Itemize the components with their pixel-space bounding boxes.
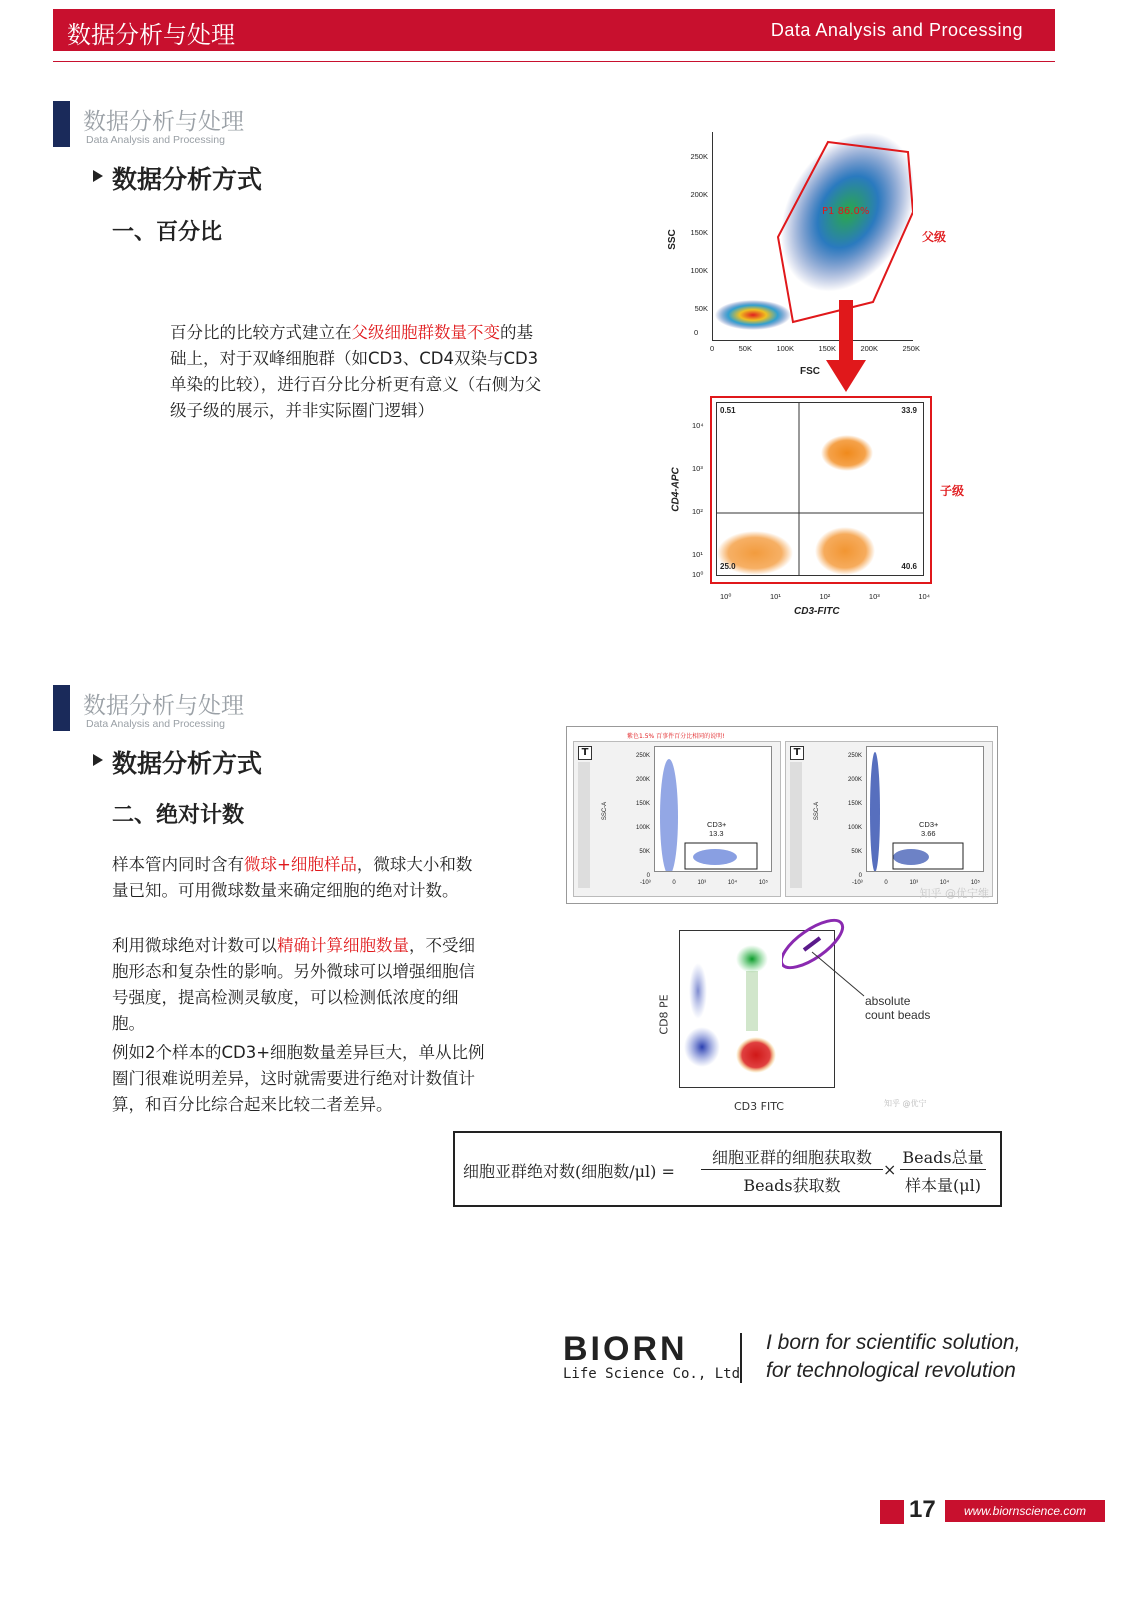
header-bar bbox=[53, 9, 1055, 51]
formula-lhs: 细胞亚群绝对数(细胞数/μl) = bbox=[463, 1162, 675, 1181]
tick: 0 bbox=[884, 880, 888, 886]
watermark: 知乎 @优宁 bbox=[884, 1099, 927, 1108]
footer-divider bbox=[740, 1333, 742, 1383]
x-axis-label: CD3 FITC bbox=[734, 1100, 784, 1113]
fraction-bar bbox=[900, 1169, 986, 1170]
method-title: 数据分析方式 bbox=[112, 165, 263, 194]
header-divider bbox=[53, 61, 1055, 62]
tick: 0 bbox=[672, 880, 676, 886]
tick: 250K bbox=[847, 753, 862, 759]
absolute-count-formula bbox=[453, 1131, 1002, 1207]
tick: 10³ bbox=[697, 880, 707, 886]
tick: 250K bbox=[902, 344, 920, 353]
tick: 0 bbox=[710, 344, 715, 353]
parent-gate-plot bbox=[660, 122, 990, 380]
parent-tag: 父级 bbox=[922, 230, 947, 244]
x-ticks bbox=[640, 880, 768, 886]
absolute-paragraph-2 bbox=[112, 933, 484, 1037]
tick: 200K bbox=[860, 344, 878, 353]
tick: 150K bbox=[818, 344, 836, 353]
formula-num2: Beads总量 bbox=[902, 1148, 984, 1167]
para-highlight: 微球+细胞样品 bbox=[244, 855, 357, 874]
watermark: 知乎 @优宁维 bbox=[919, 887, 989, 900]
absolute-paragraph-1 bbox=[112, 852, 484, 904]
quadrant-svg bbox=[717, 403, 923, 575]
section-heading-en: Data Analysis and Processing bbox=[86, 718, 225, 730]
cd3-single-cluster bbox=[815, 527, 875, 575]
quadrant-ur: 33.9 bbox=[901, 406, 917, 415]
scrollbar[interactable] bbox=[578, 762, 590, 888]
y-axis-label: SSC-A bbox=[814, 801, 821, 821]
tick: 50K bbox=[851, 849, 862, 855]
arrow-shaft bbox=[839, 300, 853, 362]
cd3-population bbox=[893, 849, 929, 865]
company-name: Life Science Co., Ltd bbox=[563, 1366, 741, 1382]
tick: 10² bbox=[692, 507, 703, 516]
tick: 0 bbox=[646, 873, 650, 879]
formula-den1: Beads获取数 bbox=[743, 1176, 841, 1195]
y-axis-label: CD8 PE bbox=[657, 994, 671, 1035]
para-text: 样本管内同时含有 bbox=[112, 855, 244, 874]
times-sign: × bbox=[883, 1160, 897, 1179]
low-population bbox=[715, 300, 791, 330]
tick: -10³ bbox=[852, 880, 863, 886]
tick: 10³ bbox=[909, 880, 919, 886]
t-button[interactable]: T bbox=[578, 746, 592, 760]
annot-line: absolute bbox=[865, 994, 911, 1008]
right-panel bbox=[785, 741, 993, 897]
page-number: 17 bbox=[909, 1496, 936, 1523]
x-ticks bbox=[710, 344, 920, 353]
cd8-population bbox=[736, 945, 768, 973]
tick: 10⁵ bbox=[970, 880, 980, 886]
tick: 10¹ bbox=[692, 550, 703, 559]
percentage-paragraph bbox=[170, 320, 542, 424]
scatter-area bbox=[712, 132, 913, 341]
scrollbar[interactable] bbox=[790, 762, 802, 888]
tick: 100K bbox=[847, 825, 862, 831]
gate-name: CD3+ bbox=[919, 820, 939, 829]
subtitle-absolute: 二、绝对计数 bbox=[112, 803, 245, 828]
absolute-paragraph-3: 例如2个样本的CD3+细胞数量差异巨大，单从比例圈门很难说明差异，这时就需要进行绝对计数值计算，和百分比综合起来比较二者差异。 bbox=[112, 1043, 485, 1114]
tick: 250K bbox=[690, 152, 708, 161]
x-axis-label: FSC bbox=[800, 366, 820, 377]
bead-gate-figure bbox=[566, 726, 998, 904]
transition-band bbox=[746, 971, 758, 1031]
x-ticks bbox=[720, 592, 930, 601]
para-text: 的基础上，对于双峰细胞群（如CD3、CD4双染与CD3单染的比较），进行百分比分析更有意义（右侧为父级子级的展示，并非实际圈门逻辑） bbox=[170, 323, 542, 420]
scatter-svg bbox=[713, 132, 913, 340]
tick: 50K bbox=[639, 849, 650, 855]
y-ticks bbox=[682, 138, 708, 328]
x-axis-label: CD3-FITC bbox=[794, 606, 840, 617]
arrow-down-icon bbox=[826, 360, 866, 392]
vertical-population bbox=[660, 759, 678, 871]
y-ticks bbox=[624, 744, 650, 888]
tick: -10³ bbox=[640, 880, 651, 886]
child-quadrant-plot bbox=[672, 396, 982, 624]
tick: 10⁴ bbox=[727, 880, 738, 886]
tick: 0 bbox=[694, 328, 699, 337]
para-highlight: 精确计算细胞数量 bbox=[277, 936, 409, 955]
para-highlight: 父级细胞群数量不变 bbox=[351, 323, 500, 342]
tick: 200K bbox=[847, 777, 862, 783]
tick: 10² bbox=[819, 592, 831, 601]
y-axis-label: CD4-APC bbox=[670, 467, 682, 512]
cd3-negative-population bbox=[684, 1027, 720, 1067]
ssc-svg bbox=[867, 747, 983, 871]
quadrant-ul: 0.51 bbox=[720, 406, 736, 415]
plot-area bbox=[654, 746, 772, 872]
play-icon bbox=[93, 754, 103, 766]
tick: 10³ bbox=[692, 464, 703, 473]
bead-scatter-figure bbox=[652, 918, 952, 1118]
tick: 50K bbox=[738, 344, 752, 353]
callout-line bbox=[812, 952, 864, 996]
y-ticks bbox=[836, 744, 862, 888]
slogan-line-2: for technological revolution bbox=[766, 1359, 1016, 1382]
left-panel bbox=[573, 741, 781, 897]
tick: 10¹ bbox=[769, 592, 781, 601]
plot-area bbox=[866, 746, 984, 872]
tick: 10⁴ bbox=[939, 880, 950, 886]
cd3-population bbox=[693, 849, 737, 865]
section-marker bbox=[53, 685, 70, 731]
quadrant-ll: 25.0 bbox=[720, 562, 736, 571]
tick: 150K bbox=[635, 801, 650, 807]
website-link[interactable]: www.biornscience.com bbox=[945, 1500, 1105, 1522]
cd4-population bbox=[736, 1037, 776, 1073]
tick: 250K bbox=[635, 753, 650, 759]
double-positive-cluster bbox=[821, 435, 873, 471]
vertical-population bbox=[870, 752, 880, 871]
tick: 0 bbox=[858, 873, 862, 879]
section-heading-en: Data Analysis and Processing bbox=[86, 134, 225, 146]
gate-value: 3.66 bbox=[921, 829, 936, 838]
para-text: ，微球大小和数量已知。可用微球数量来确定细胞的绝对计数。 bbox=[112, 855, 473, 900]
page-marker bbox=[880, 1500, 904, 1524]
section-marker bbox=[53, 101, 70, 147]
tick: 150K bbox=[847, 801, 862, 807]
bead-population bbox=[804, 938, 820, 950]
subtitle-percentage: 一、百分比 bbox=[112, 220, 223, 245]
header-title-en: Data Analysis and Processing bbox=[770, 20, 1023, 40]
quadrant-lr: 40.6 bbox=[901, 562, 917, 571]
gate-label: P1 86.0% bbox=[822, 206, 870, 217]
y-ticks bbox=[692, 404, 704, 576]
fraction-bar bbox=[701, 1169, 883, 1170]
annot-line: count beads bbox=[865, 1008, 931, 1022]
play-icon bbox=[93, 170, 103, 182]
company-logo: BIORN bbox=[563, 1330, 688, 1368]
tick: 150K bbox=[690, 228, 708, 237]
figure-note: 紫色1.5% 百事件百分比相同的说明! bbox=[627, 733, 725, 740]
formula-den2: 样本量(μl) bbox=[904, 1176, 981, 1195]
tick: 200K bbox=[690, 190, 708, 199]
tick: 100K bbox=[776, 344, 794, 353]
tick: 10⁵ bbox=[758, 880, 768, 886]
t-button[interactable]: T bbox=[790, 746, 804, 760]
bead-annotation bbox=[865, 994, 930, 1022]
section-heading-cn: 数据分析与处理 bbox=[83, 109, 244, 135]
formula-num1: 细胞亚群的细胞获取数 bbox=[711, 1148, 872, 1167]
tick: 10⁴ bbox=[918, 592, 930, 601]
y-axis-label: SSC-A bbox=[602, 801, 609, 821]
quadrant-area bbox=[716, 402, 924, 576]
tick: 100K bbox=[690, 266, 708, 275]
child-tag: 子级 bbox=[940, 484, 965, 498]
tick: 10⁰ bbox=[692, 570, 704, 579]
main-population bbox=[754, 132, 913, 316]
method-title: 数据分析方式 bbox=[112, 749, 263, 778]
tick: 100K bbox=[635, 825, 650, 831]
tick: 50K bbox=[694, 304, 708, 313]
tick: 200K bbox=[635, 777, 650, 783]
para-text: ，不受细胞形态和复杂性的影响。另外微球可以增强细胞信号强度，提高检测灵敏度，可以检测低浓度的细胞。 bbox=[112, 936, 475, 1033]
header-title-cn: 数据分析与处理 bbox=[67, 21, 235, 49]
gate-name: CD3+ bbox=[707, 820, 727, 829]
tick: 10⁰ bbox=[720, 592, 732, 601]
slogan-line-1: I born for scientific solution, bbox=[766, 1331, 1021, 1354]
para-text: 利用微球绝对计数可以 bbox=[112, 936, 277, 955]
tick: 10³ bbox=[868, 592, 880, 601]
section-heading-cn: 数据分析与处理 bbox=[83, 693, 244, 719]
tick: 10⁴ bbox=[692, 421, 704, 430]
para-text: 百分比的比较方式建立在 bbox=[170, 323, 352, 342]
scatter-population bbox=[689, 963, 707, 1019]
ssc-svg bbox=[655, 747, 771, 871]
y-axis-label: SSC bbox=[666, 229, 678, 250]
gate-value: 13.3 bbox=[709, 829, 724, 838]
bead-gate bbox=[782, 918, 850, 976]
